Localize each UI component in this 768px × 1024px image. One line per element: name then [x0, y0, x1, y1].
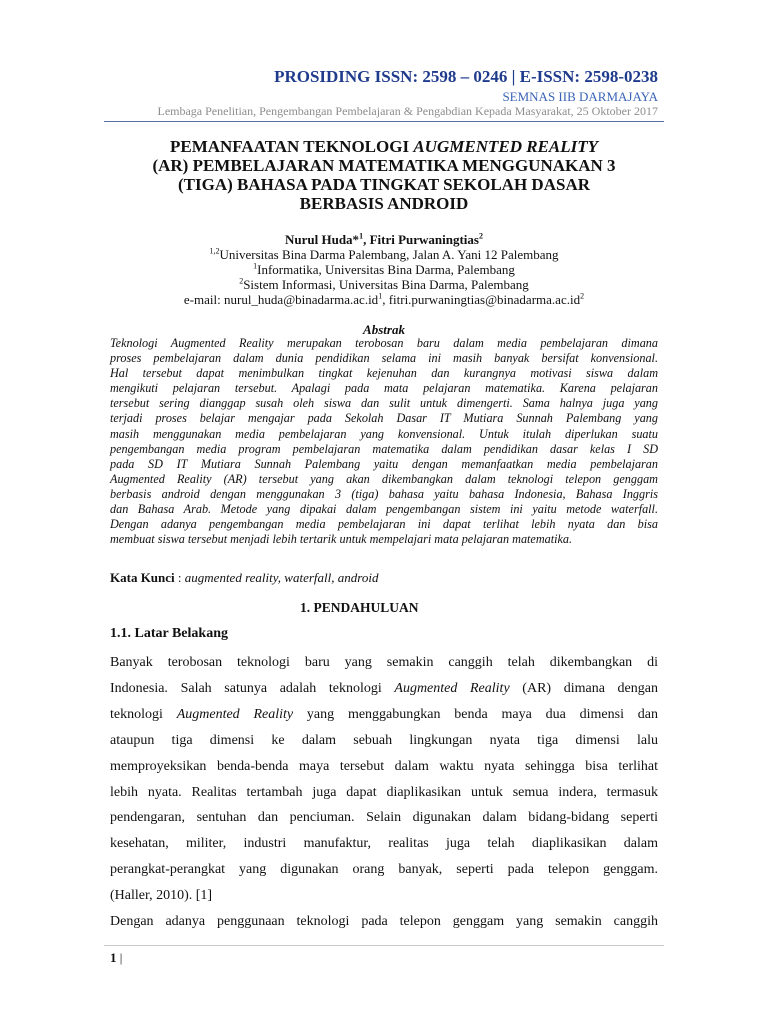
- title-line-3: (TIGA) BAHASA PADA TINGKAT SEKOLAH DASAR: [177, 175, 590, 194]
- abstract-line: masih menggunakan media pembelajaran yang konvensional. Untuk itulah diperlukan suatu: [110, 426, 658, 441]
- footer-divider: [104, 945, 664, 946]
- body-line: kesehatan, militer, industri manufaktur, realitas juga telah diaplikasikan dalam: [110, 836, 658, 852]
- title-line-1: PEMANFAATAN TEKNOLOGI AUGMENTED REALITY: [169, 137, 599, 156]
- abstract-body: [110, 336, 658, 547]
- abstract-line: tersebut sering dianggap susah oleh siswa dan sulit untuk dimengerti. Sama halnya juga yang: [110, 396, 658, 411]
- body-line: Banyak terobosan teknologi baru yang semakin canggih telah dikembangkan di: [110, 655, 658, 670]
- abstract-line: pada SD IT Mutiara Sunnah Palembang yaitu dengan memanfaatkan media pembelajaran: [110, 456, 658, 471]
- title-line-4: BERBASIS ANDROID: [299, 194, 469, 213]
- header-issn: PROSIDING ISSN: 2598 – 0246 | E-ISSN: 2598-0238: [274, 67, 658, 86]
- author-emails: e-mail: $nurul\_huda@binadarma.ac.id^1$, $fitri.purwaningtias@binadarma.ac.id^2$: [183, 291, 585, 307]
- abstract-line: mengikuti pelajaran tersebut. Apalagi pada mata pelajaran matematika. Karena pelajaran: [110, 381, 658, 396]
- abstract-line: terjadi proses belajar mengajar pada Sekolah Dasar IT Mutiara Sunnah Palembang yang: [110, 411, 658, 426]
- header-seminar-name: SEMNAS IIB DARMAJAYA: [502, 89, 658, 104]
- body-line: Dengan adanya penggunaan teknologi pada telepon genggam yang semakin canggih: [110, 914, 658, 930]
- body-line: memproyeksikan benda-benda maya tersebut dalam waktu nyata sehingga bisa terlihat: [110, 758, 658, 774]
- author-block: [110, 232, 658, 307]
- abstract-heading: Abstrak: [363, 322, 405, 337]
- abstract-line: proses pembelajaran dalam dunia pendidikan selama ini masih banyak bersifat konvensional.: [110, 351, 658, 366]
- body-line: (Haller, 2010). [1]: [110, 888, 213, 904]
- abstract-line: pengembangan media program pembelajaran matematika dalam pendidikan dasar kelas I SD: [110, 441, 658, 456]
- abstract-line: Dengan adanya pengembangan media pembelajaran ini dapat terlihat lebih nyata dan bisa: [110, 517, 658, 532]
- body-line: pendengaran, sentuhan dan penciuman. Selain digunakan dalam bidang-bidang seperti: [110, 810, 658, 826]
- keywords-value: augmented reality, waterfall, android: [184, 570, 379, 585]
- page-number: 1 |: [110, 950, 123, 965]
- keywords: Kata Kunci : augmented reality, waterfall, android: [110, 570, 379, 585]
- abstract-line: Augmented Reality (AR) tersebut yang akan dikembangkan dalam teknologi telepon genggam: [110, 471, 658, 486]
- header-institution: Lembaga Penelitian, Pengembangan Pembelajaran & Pengabdian Kepada Masyarakat, 25 Oktober 2017: [157, 104, 658, 118]
- abstract-line: berbasis android dengan menggunakan 3 (tiga) bahasa yaitu bahasa Indonesia, Bahasa Inggris: [110, 486, 658, 501]
- title-line-2: (AR) PEMBELAJARAN MATEMATIKA MENGGUNAKAN 3: [152, 156, 616, 175]
- author-names: Nurul Huda*$^1$, Fitri Purwaningtias$^2$: [285, 231, 483, 247]
- affiliation-university: $^{1,2}$Universitas Bina Darma Palembang, Jalan A. Yani 12 Palembang: [209, 246, 559, 262]
- subsection-heading-latar-belakang: 1.1. Latar Belakang: [110, 626, 228, 641]
- body-line: perangkat-perangkat yang digunakan orang banyak, seperti pada telepon genggam.: [110, 862, 658, 878]
- abstract-line: Hal tersebut dapat menimbulkan tingkat kejenuhan dan kurangnya motivasi siswa dalam: [110, 366, 658, 381]
- header-divider: [104, 121, 664, 122]
- paper-title: [110, 137, 658, 213]
- keywords-label: Kata Kunci: [110, 570, 175, 585]
- abstract-line: Teknologi Augmented Reality merupakan terobosan baru dalam media pembelajaran dimana: [110, 336, 658, 350]
- body-line: Indonesia. Salah satunya adalah teknologi Augmented Reality (AR) dimana dengan: [110, 680, 658, 696]
- body-line: teknologi Augmented Reality yang menggabungkan benda maya dua dimensi dan: [110, 706, 658, 722]
- abstract-line: dan Bahasa Arab. Metode yang dipakai dalam pengembangan sistem ini yaitu metode waterfall.: [110, 502, 658, 517]
- affiliation-sistem-informasi: $^2$Sistem Informasi, Universitas Bina Darma, Palembang: [239, 276, 529, 292]
- body-line: lebih nyata. Realitas tertambah juga dapat diaplikasikan untuk semua indera, termasuk: [110, 784, 658, 800]
- body-line: ataupun tiga dimensi ke dalam sebuah lingkungan nyata tiga dimensi lalu: [110, 732, 658, 748]
- section-heading-pendahuluan: 1. PENDAHULUAN: [300, 600, 419, 615]
- abstract-line: membuat siswa tersebut menjadi lebih tertarik untuk mempelajari mata pelajaran matematika.: [110, 532, 573, 547]
- body-text: [110, 650, 658, 935]
- affiliation-informatika: $^1$Informatika, Universitas Bina Darma, Palembang: [253, 261, 515, 277]
